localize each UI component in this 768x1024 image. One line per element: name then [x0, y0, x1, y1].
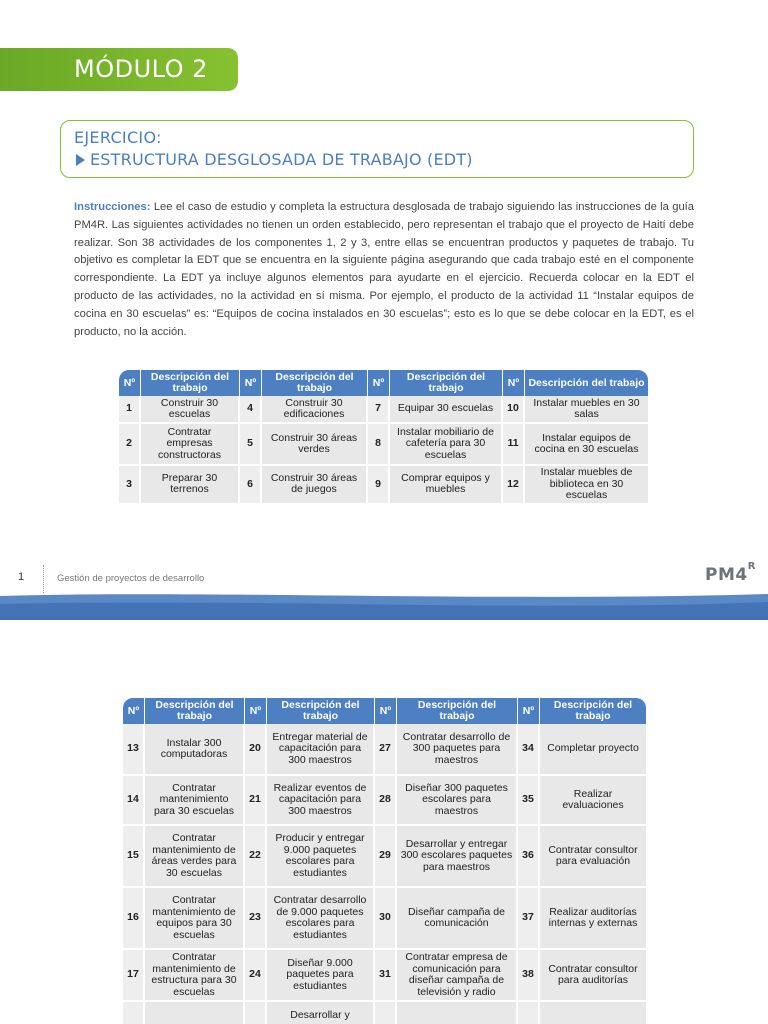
activity-number	[375, 1002, 397, 1024]
instructions-text: Lee el caso de estudio y completa la estructura desglosada de trabajo siguiendo las instrucciones de la guía PM4R. Las siguientes actividades no tienen un orden establecido, pero representan el trabajo que el proyecto de Haití debe realizar. Son 38 actividades de los componentes 1, 2 y 3, entre ellas se encuentran productos y paquetes de trabajo. Tu objetivo es completar la EDT que se encuentra en la siguiente página asegurando que cada trabajo esté en el componente correspondiente. La EDT ya incluye algunos elementos para ayudarte en el ejercicio. Recuerda colocar en la EDT el producto de las actividades, no la actividad en sí misma. Por ejemplo, el producto de la actividad 11 “Instalar equipos de cocina en 30 escuelas” es: “Equipos de cocina instalados en 30 escuelas”; esto es lo que se debe colocar en la EDT, es el producto, no la acción.	[74, 201, 694, 338]
activity-description: Instalar muebles de biblioteca en 30 escuelas	[525, 466, 648, 505]
activity-description: Desarrollar y entregar 300 escolares paquetes para maestros	[397, 826, 518, 888]
table-row	[123, 776, 646, 826]
header-desc: Descripción del trabajo	[267, 698, 375, 724]
activity-description: Construir 30 áreas de juegos	[262, 466, 368, 505]
activity-description: Construir 30 áreas verdes	[262, 424, 368, 466]
table-header-row	[119, 370, 648, 396]
table-row	[119, 396, 648, 424]
activity-description: Contratar desarrollo de 9.000 paquetes escolares para estudiantes	[267, 888, 375, 950]
activity-description: Realizar eventos de capacitación para 300 maestros	[267, 776, 375, 826]
activity-number: 11	[503, 424, 525, 466]
activities-table-1	[119, 370, 648, 505]
table-row	[123, 724, 646, 776]
activity-number: 38	[518, 950, 540, 1002]
activity-number: 8	[368, 424, 390, 466]
footer-wave-band	[0, 592, 768, 622]
activity-number: 22	[245, 826, 267, 888]
logo-superscript: R	[747, 561, 756, 573]
activity-number: 6	[240, 466, 262, 505]
activity-number	[123, 1002, 145, 1024]
table-row	[123, 888, 646, 950]
activity-description: Construir 30 escuelas	[141, 396, 240, 424]
activity-number: 10	[503, 396, 525, 424]
activity-description	[397, 1002, 518, 1024]
activity-description: Contratar mantenimiento de equipos para 30 escuelas	[145, 888, 245, 950]
activity-description: Completar proyecto	[540, 724, 646, 776]
activity-number: 37	[518, 888, 540, 950]
logo-text: PM4	[705, 565, 748, 585]
activity-description: Diseñar 9.000 paquetes para estudiantes	[267, 950, 375, 1002]
header-desc: Descripción del trabajo	[141, 370, 240, 396]
exercise-subtitle-text: ESTRUCTURA DESGLOSADA DE TRABAJO (EDT)	[90, 150, 473, 169]
activity-number: 34	[518, 724, 540, 776]
activity-description: Contratar empresas constructoras	[141, 424, 240, 466]
activity-number: 16	[123, 888, 145, 950]
instructions-paragraph	[74, 199, 694, 341]
activity-number: 4	[240, 396, 262, 424]
activity-number: 12	[503, 466, 525, 505]
activity-description: Contratar consultor para auditorías	[540, 950, 646, 1002]
table-row	[119, 466, 648, 505]
header-num: Nº	[375, 698, 397, 724]
header-desc: Descripción del trabajo	[390, 370, 503, 396]
header-desc: Descripción del trabajo	[145, 698, 245, 724]
header-num: Nº	[119, 370, 141, 396]
table-row	[119, 424, 648, 466]
activities-table-2	[123, 698, 646, 1024]
footer-text: Gestión de proyectos de desarrollo	[57, 573, 205, 584]
activity-description: Comprar equipos y muebles	[390, 466, 503, 505]
exercise-box	[60, 120, 694, 178]
activity-description: Instalar equipos de cocina en 30 escuelas	[525, 424, 648, 466]
header-num: Nº	[503, 370, 525, 396]
activity-number	[518, 1002, 540, 1024]
exercise-title: EJERCICIO:	[74, 128, 162, 147]
activity-description: Realizar evaluaciones	[540, 776, 646, 826]
exercise-subtitle	[76, 150, 473, 169]
play-triangle-icon	[76, 154, 85, 166]
header-desc: Descripción del trabajo	[525, 370, 648, 396]
activity-description: Diseñar 300 paquetes escolares para maestros	[397, 776, 518, 826]
table-header-row	[123, 698, 646, 724]
activity-description	[145, 1002, 245, 1024]
header-desc: Descripción del trabajo	[397, 698, 518, 724]
instructions-label: Instrucciones:	[74, 201, 151, 213]
activity-description: Entregar material de capacitación para 300 maestros	[267, 724, 375, 776]
activity-number: 3	[119, 466, 141, 505]
activity-description: Diseñar campaña de comunicación	[397, 888, 518, 950]
activity-number: 20	[245, 724, 267, 776]
header-num: Nº	[518, 698, 540, 724]
table-row	[123, 1002, 646, 1024]
activity-description: Instalar muebles en 30 salas	[525, 396, 648, 424]
table-row	[123, 950, 646, 1002]
activity-number: 17	[123, 950, 145, 1002]
activity-number: 14	[123, 776, 145, 826]
module-banner	[0, 48, 238, 91]
activity-description: Contratar mantenimiento de estructura para 30 escuelas	[145, 950, 245, 1002]
activity-number: 27	[375, 724, 397, 776]
activity-number: 23	[245, 888, 267, 950]
activity-number: 35	[518, 776, 540, 826]
page-number: 1	[18, 571, 25, 583]
activity-description: Contratar mantenimiento para 30 escuelas	[145, 776, 245, 826]
activity-number: 29	[375, 826, 397, 888]
table-row	[123, 826, 646, 888]
activity-number: 9	[368, 466, 390, 505]
activity-description: Contratar consultor para evaluación	[540, 826, 646, 888]
activity-description: Equipar 30 escuelas	[390, 396, 503, 424]
header-num: Nº	[245, 698, 267, 724]
module-title: MÓDULO 2	[74, 55, 208, 83]
activity-description: Producir y entregar 9.000 paquetes escolares para estudiantes	[267, 826, 375, 888]
header-desc: Descripción del trabajo	[540, 698, 646, 724]
activity-description: Contratar desarrollo de 300 paquetes para maestros	[397, 724, 518, 776]
activity-description: Construir 30 edificaciones	[262, 396, 368, 424]
activity-description: Contratar mantenimiento de áreas verdes para 30 escuelas	[145, 826, 245, 888]
activity-description: Desarrollar y	[267, 1002, 375, 1024]
activity-number: 36	[518, 826, 540, 888]
activity-number: 21	[245, 776, 267, 826]
activity-number: 13	[123, 724, 145, 776]
activity-number: 7	[368, 396, 390, 424]
pm4r-logo	[705, 561, 756, 585]
activity-description: Instalar 300 computadoras	[145, 724, 245, 776]
activity-number: 28	[375, 776, 397, 826]
header-num: Nº	[123, 698, 145, 724]
activity-number: 15	[123, 826, 145, 888]
activity-description: Realizar auditorías internas y externas	[540, 888, 646, 950]
activity-description: Preparar 30 terrenos	[141, 466, 240, 505]
header-num: Nº	[368, 370, 390, 396]
activity-number: 31	[375, 950, 397, 1002]
header-desc: Descripción del trabajo	[262, 370, 368, 396]
activity-number: 5	[240, 424, 262, 466]
activity-description: Contratar empresa de comunicación para diseñar campaña de televisión y radio	[397, 950, 518, 1002]
activity-number: 30	[375, 888, 397, 950]
activity-number	[245, 1002, 267, 1024]
activity-description: Instalar mobiliario de cafetería para 30 escuelas	[390, 424, 503, 466]
activity-description	[540, 1002, 646, 1024]
activity-number: 1	[119, 396, 141, 424]
header-num: Nº	[240, 370, 262, 396]
activity-number: 2	[119, 424, 141, 466]
footer-divider	[43, 565, 44, 593]
activity-number: 24	[245, 950, 267, 1002]
